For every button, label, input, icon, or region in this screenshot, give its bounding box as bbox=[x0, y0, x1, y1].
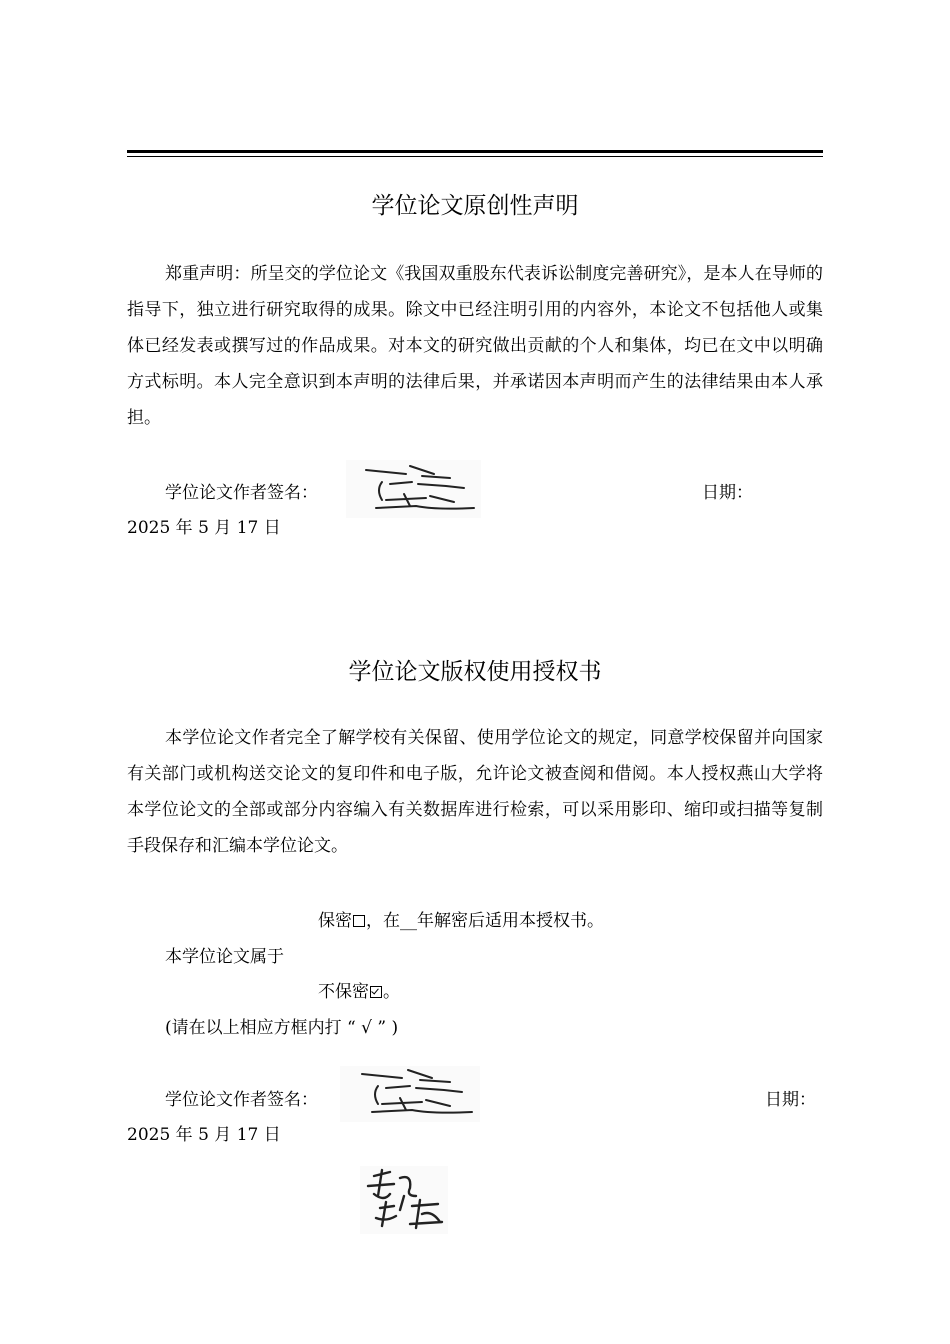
author-signature-image-2 bbox=[340, 1066, 480, 1126]
header-rule-thin bbox=[127, 156, 823, 157]
declaration-body: 郑重声明：所呈交的学位论文《我国双重股东代表诉讼制度完善研究》，是本人在导师的指导下，独立进行研究取得的成果。除文中已经注明引用的内容外，本论文不包括他人或集体已经发表或撰写过的作品成果。对本文的研究做出贡献的个人和集体，均已在文中以明确方式标明。本人完全意识到本声明的法律后果，并承诺因本声明而产生的法律结果由本人承担。 bbox=[127, 264, 823, 428]
secret-checkbox[interactable] bbox=[353, 915, 365, 927]
authorization-date-label: 日期： bbox=[765, 1090, 816, 1110]
authorization-title: 学位论文版权使用授权书 bbox=[348, 659, 602, 685]
secret-option-suffix: ，在__年解密后适用本授权书。 bbox=[366, 911, 604, 931]
not-secret-option-suffix: 。 bbox=[383, 982, 400, 1002]
authorization-body: 本学位论文作者完全了解学校有关保留、使用学位论文的规定，同意学校保留并向国家有关部门或机构送交论文的复印件和电子版，允许论文被查阅和借阅。本人授权燕山大学将本学位论文的全部或部分内容编入有关数据库进行检索，可以采用影印、缩印或扫描等复制手段保存和汇编本学位论文。 bbox=[127, 728, 823, 856]
belongs-label: 本学位论文属于 bbox=[165, 947, 284, 967]
secret-option bbox=[318, 906, 604, 931]
supervisor-signature-image bbox=[360, 1166, 448, 1238]
author-signature-image bbox=[346, 460, 481, 522]
authorization-date-value: 2025 年 5 月 17 日 bbox=[127, 1125, 281, 1145]
header-rule-thick bbox=[127, 150, 823, 153]
checkbox-instruction: (请在以上相应方框内打 “ √ ” ) bbox=[165, 1018, 399, 1038]
declaration-signature-label: 学位论文作者签名： bbox=[165, 483, 318, 503]
declaration-date-value: 2025 年 5 月 17 日 bbox=[127, 518, 281, 538]
not-secret-checkbox[interactable] bbox=[370, 986, 382, 998]
declaration-date-label: 日期： bbox=[702, 483, 753, 503]
not-secret-option-label: 不保密 bbox=[318, 982, 369, 1002]
not-secret-option bbox=[318, 977, 400, 1002]
authorization-signature-label: 学位论文作者签名： bbox=[165, 1090, 318, 1110]
declaration-title: 学位论文原创性声明 bbox=[371, 193, 579, 219]
secret-option-label: 保密 bbox=[318, 911, 352, 931]
